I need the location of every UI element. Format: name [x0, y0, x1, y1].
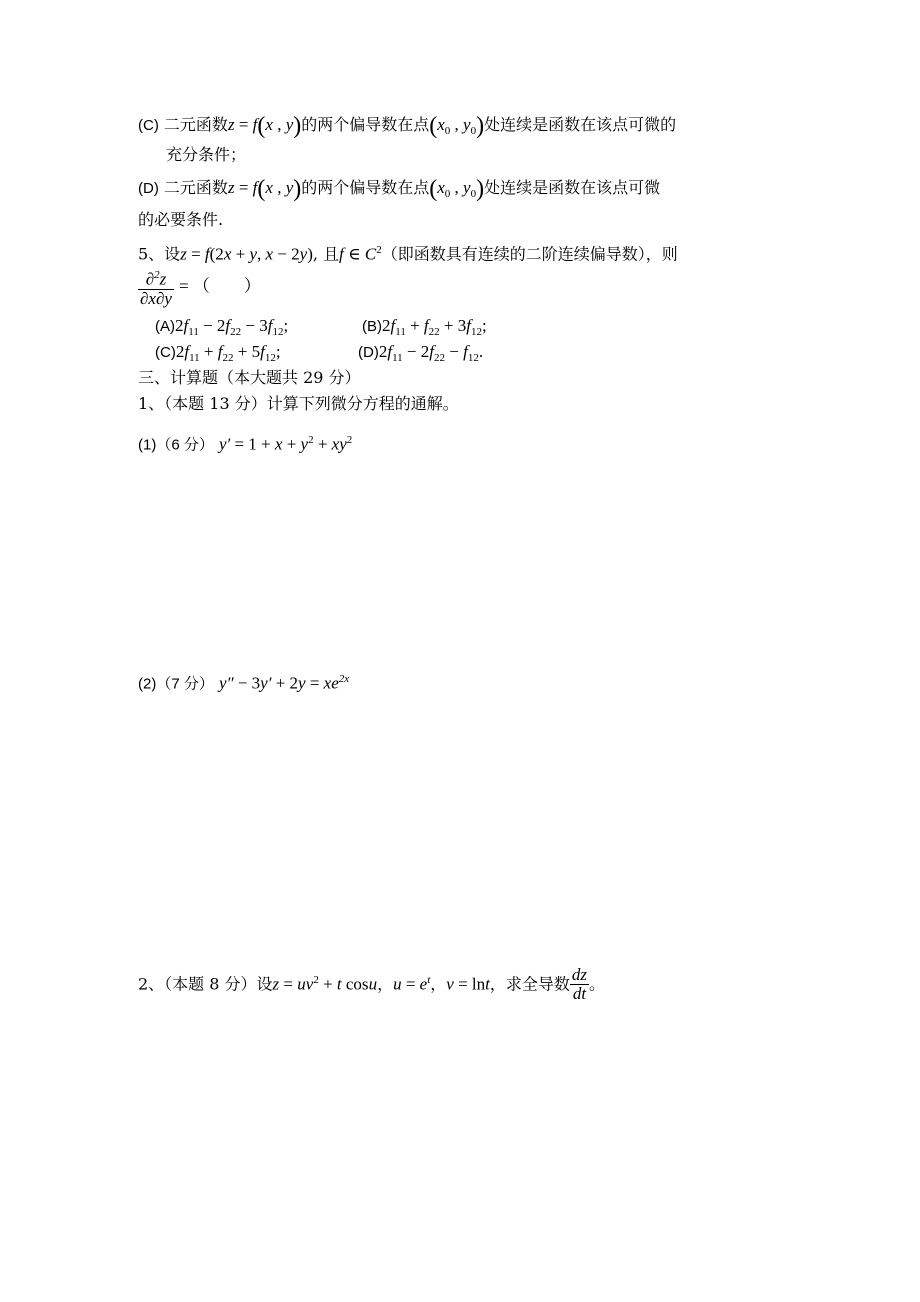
q5-option-c: $(C)2f_{11} + f_{22} + 5f_{12}$;	[155, 342, 281, 365]
q4-option-d-line2: 的必要条件.	[138, 210, 224, 229]
q5-option-b: $(B)2f_{11} + f_{22} + 3f_{12}$;	[362, 316, 487, 339]
section3-q2: 2、（本题 8 分）设$z = uv^2 + t$ cosu，$u = e^t$，v = lnt，求全导数 $\frac{dz}{dt}$ 。	[138, 965, 606, 1004]
q4-option-c-line1: (C) 二元函数z = f(x , y)的两个偏导数在点($x_0$ , $y_0$)处连续是函数在该点可微的	[138, 113, 677, 139]
q4-option-c-formula: z	[227, 115, 235, 134]
q2-derivative-fraction: $\frac{dz}{dt}$	[571, 965, 588, 1004]
q4-option-c-line2: 充分条件；	[166, 145, 247, 164]
q5-option-d: $(D)2f_{11} - 2f_{22} - f_{12}$.	[358, 342, 484, 365]
q4-option-c-text: 二元函数	[163, 115, 228, 134]
q5-option-a: $(A)2f_{11} - 2f_{22} - 3f_{12}$;	[155, 316, 289, 339]
q5-stem: 5、设z = f(2x + y, x − 2y), 且f ∈ $C^2$（即函数具有连续的二阶连续偏导数），则	[138, 244, 678, 264]
q4-option-d-label: (D)	[138, 180, 159, 197]
q4-option-c-label: (C)	[138, 117, 159, 134]
section3-q1-2: (2)（7 分） $y'' - 3y' + 2y = xe^{2x}$	[138, 673, 350, 693]
section3-heading: 三、计算题（本大题共 29 分）	[138, 368, 361, 387]
q5-expression: $\frac{\partial^2z}{\partial x\partial y}$ = （ ）	[138, 266, 261, 308]
q4-option-d-line1: (D) 二元函数z = f(x , y)的两个偏导数在点($x_0$ , $y_0$)处连续是函数在该点可微	[138, 176, 661, 202]
section3-q1-1: (1)（6 分） $y' = 1 + x + y^2 + xy^2$	[138, 434, 353, 454]
q5-fraction: $\frac{\partial^2z}{\partial x\partial y}$	[138, 266, 174, 308]
section3-q1-head: 1、（本题 13 分）计算下列微分方程的通解。	[138, 394, 459, 413]
